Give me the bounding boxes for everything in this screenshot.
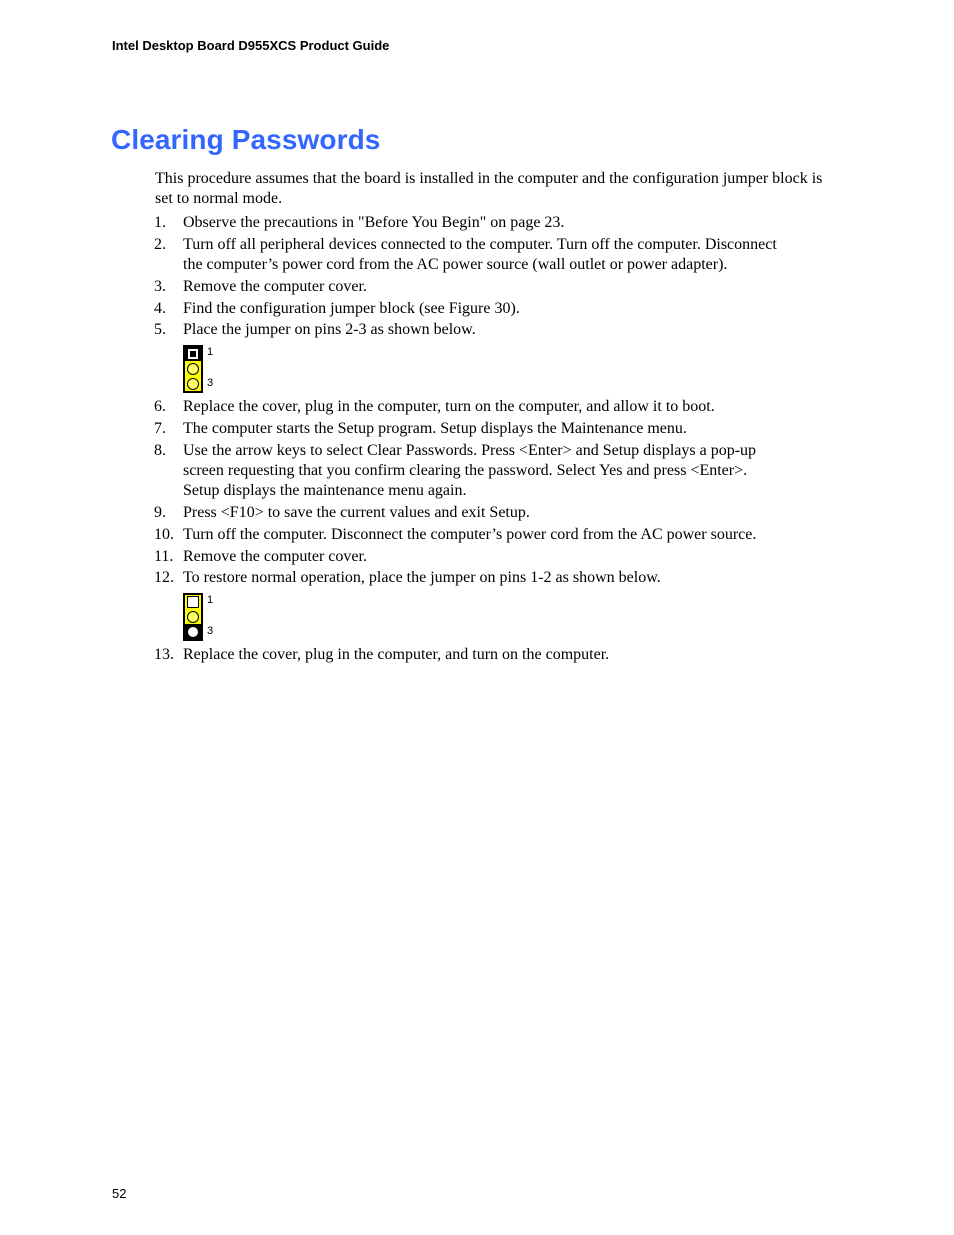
step-text: To restore normal operation, place the jumper on pins 1-2 as shown below. <box>183 569 661 586</box>
step-text: screen requesting that you confirm clearing the password. Select Yes and press <Enter>. <box>183 462 748 479</box>
step-4 <box>154 299 844 319</box>
step-number: 7. <box>154 420 166 437</box>
step-13 <box>154 645 844 665</box>
pin-3 <box>187 626 199 638</box>
step-text: the computer’s power cord from the AC power source (wall outlet or power adapter). <box>183 256 728 273</box>
step-1 <box>154 213 844 233</box>
step-3 <box>154 277 844 297</box>
step-number: 9. <box>154 504 166 521</box>
pin-label-bottom: 3 <box>207 625 214 637</box>
step-text: Place the jumper on pins 2-3 as shown below. <box>183 321 476 338</box>
running-header: Intel Desktop Board D955XCS Product Guide <box>112 38 390 53</box>
step-text: Replace the cover, plug in the computer, and turn on the computer. <box>183 646 610 663</box>
step-text: Observe the precautions in "Before You Begin" on page 23. <box>183 214 565 231</box>
step-number: 13. <box>154 646 174 663</box>
step-number: 1. <box>154 214 166 231</box>
step-number: 11. <box>154 548 174 565</box>
step-number: 3. <box>154 278 166 295</box>
step-text: Turn off the computer. Disconnect the computer’s power cord from the AC power source. <box>183 526 757 543</box>
pin-3 <box>187 378 199 390</box>
step-11 <box>154 547 844 567</box>
step-8 <box>154 441 844 501</box>
pin-2 <box>187 611 199 623</box>
step-number: 6. <box>154 398 166 415</box>
pin-2 <box>187 363 199 375</box>
pin-label-top: 1 <box>207 594 214 606</box>
step-9 <box>154 503 844 523</box>
step-6 <box>154 397 844 417</box>
step-10 <box>154 525 844 545</box>
step-number: 12. <box>154 569 174 586</box>
section-title: Clearing Passwords <box>111 124 381 155</box>
pin-label-bottom: 3 <box>207 377 214 389</box>
pin-label-top: 1 <box>207 346 214 358</box>
jumper-block-pins-2-3 <box>183 345 203 393</box>
pin-1-square <box>187 348 199 360</box>
step-text: The computer starts the Setup program. Setup displays the Maintenance menu. <box>183 420 687 437</box>
intro-paragraph: This procedure assumes that the board is installed in the computer and the configuration jumper block is set to normal mode. <box>155 170 823 207</box>
step-text: Press <F10> to save the current values and exit Setup. <box>183 504 530 521</box>
pin-1-square <box>187 596 199 608</box>
step-number: 4. <box>154 300 166 317</box>
page-number: 52 <box>112 1186 127 1201</box>
step-text: Use the arrow keys to select Clear Passwords. Press <Enter> and Setup displays a pop-up <box>183 442 757 459</box>
step-12 <box>154 568 844 588</box>
step-number: 8. <box>154 442 166 459</box>
step-text: Replace the cover, plug in the computer, turn on the computer, and allow it to boot. <box>183 398 715 415</box>
jumper-block-pins-1-2 <box>183 593 203 641</box>
step-5 <box>154 320 844 340</box>
step-text: Find the configuration jumper block (see Figure 30). <box>183 300 520 317</box>
step-text: Setup displays the maintenance menu again. <box>183 482 467 499</box>
step-number: 5. <box>154 321 166 338</box>
step-text: Remove the computer cover. <box>183 278 367 295</box>
step-2 <box>154 235 844 275</box>
step-text: Turn off all peripheral devices connected to the computer. Turn off the computer. Disconnect <box>183 236 777 253</box>
step-number: 10. <box>154 526 174 543</box>
step-7 <box>154 419 844 439</box>
step-text: Remove the computer cover. <box>183 548 367 565</box>
step-number: 2. <box>154 236 166 253</box>
